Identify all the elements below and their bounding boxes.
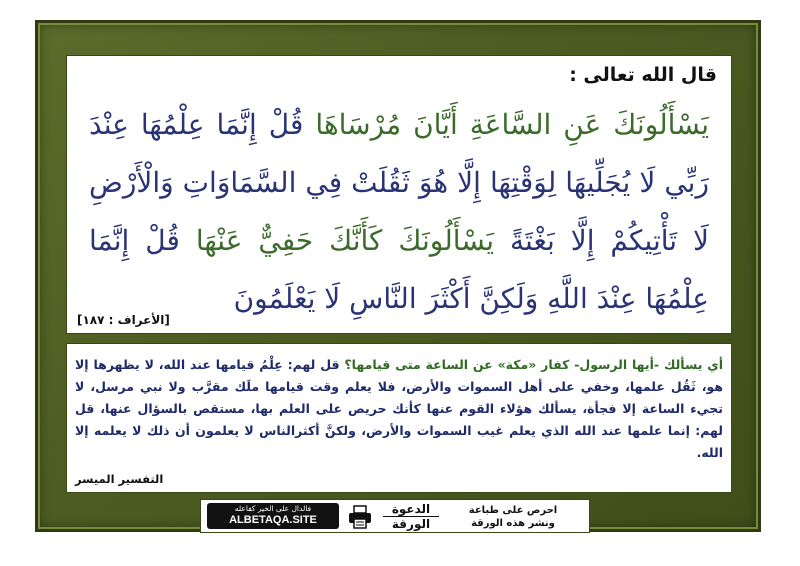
encourage-line-2: ونشر هذه الورقة	[471, 518, 555, 529]
tafsir-source: التفسير الميسر	[75, 472, 164, 486]
logo-line-2: الورقة	[383, 516, 439, 531]
tafsir-panel	[66, 343, 732, 493]
encourage-line-1: احرص على طباعة	[468, 505, 558, 516]
print-encouragement	[443, 504, 583, 530]
site-badge[interactable]	[207, 503, 339, 529]
footer-bar	[200, 499, 590, 533]
dawah-logo	[383, 502, 439, 532]
printer-icon	[347, 505, 373, 529]
verse-part-4: قُلْ إِنَّمَا عِلْمُهَا عِنْدَ اللَّهِ وَلَكِنَّ أَكْثَرَ النَّاسِ لَا يَعْلَمُونَ	[89, 224, 709, 315]
verse-reference: [الأعراف : ١٨٧]	[77, 313, 170, 327]
verse-part-3: يَسْأَلُونَكَ كَأَنَّكَ حَفِيٌّ عَنْهَا	[195, 224, 495, 257]
verse-part-1: يَسْأَلُونَكَ عَنِ السَّاعَةِ أَيَّانَ مُرْسَاهَا	[315, 108, 709, 141]
tafsir-text	[75, 354, 723, 464]
site-url[interactable]: ALBETAQA.SITE	[229, 514, 317, 526]
verse-panel	[66, 55, 732, 334]
quran-verse	[89, 96, 709, 328]
tafsir-answer: قل لهم: عِلْمُ قيامها عند الله، لا يظهرها إلا هو، ثَقُل علمها، وخفي على أهل السموات والأرض، فلا يعلم وقت قيامها ملَك مقرَّب ولا نبي مرسل، لا تجيء الساعة إلا فجأة، يسألك هؤلاء القوم عنها كأنك حريص على العلم بها، مستقص بالسؤال عنها، قل لهم: إنما علمها عند الله الذي يعلم غيب السموات والأرض، ولكنَّ أكثرالناس لا يعلمون أن ذلك لا يعلمه إلا الله.	[75, 357, 723, 460]
tafsir-question: أي يسألك -أيها الرسول- كفار «مكة» عن الساعة متى قيامها؟	[344, 357, 723, 372]
verse-part-2: قُلْ إِنَّمَا عِلْمُهَا عِنْدَ رَبِّي لَا يُجَلِّيهَا لِوَقْتِهَا إِلَّا هُوَ ثَقُلَتْ فِي السَّمَاوَاتِ وَالْأَرْضِ لَا تَأْتِيكُمْ إِلَّا بَغْتَةً	[89, 108, 710, 257]
verse-intro: قال الله تعالى :	[569, 64, 717, 86]
logo-line-1: الدعوة	[391, 502, 431, 516]
site-saying: فالدال على الخير كفاعله	[234, 504, 312, 513]
